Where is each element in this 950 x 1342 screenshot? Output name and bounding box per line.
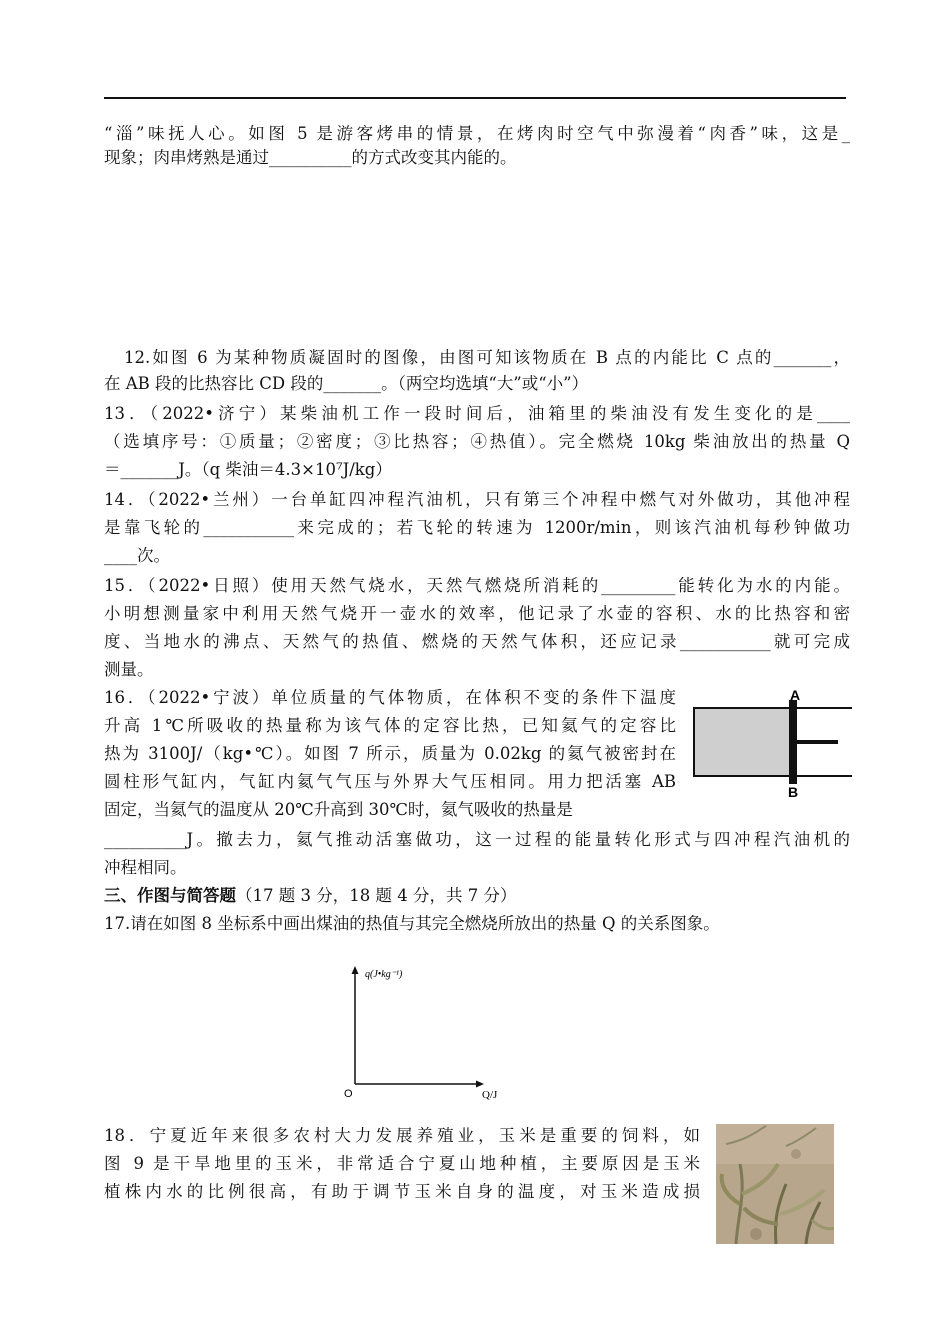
question-13-line: （选填序号：①质量；②密度；③比热容；④热值）。完全燃烧 10kg 柴油放出的热量 Q <box>104 432 850 451</box>
x-axis-arrow-icon <box>476 1081 484 1088</box>
question-16-line: 16．（2022•宁波）单位质量的气体物质，在体积不变的条件下温度 <box>104 688 676 707</box>
question-15-line: 度、当地水的沸点、天然气的热值、燃烧的天然气体积，还应记录___________就可完成 <box>104 632 850 651</box>
section-3-heading <box>104 886 850 906</box>
question-15-line: 测量。 <box>104 660 154 679</box>
label-a: A <box>790 687 801 703</box>
x-axis-label: Q/J <box>482 1089 498 1100</box>
question-16-line: 圆柱形气缸内，气缸内氦气气压与外界大气压相同。用力把活塞 AB <box>104 772 676 791</box>
section-3-note: （17 题 3 分，18 题 4 分，共 7 分） <box>236 886 517 905</box>
figure-7-cylinder <box>690 686 852 798</box>
label-b: B <box>788 784 799 798</box>
header-rule <box>104 97 846 99</box>
question-13-line: ＝_______J。（q 柴油＝4.3×10⁷J/kg） <box>104 460 392 479</box>
y-axis-label: q(J•kg⁻¹) <box>365 969 403 980</box>
question-16-line: 升高 1℃所吸收的热量称为该气体的定容比热，已知氦气的定容比 <box>104 716 676 735</box>
y-axis-arrow-icon <box>352 966 359 974</box>
gas-chamber <box>694 708 792 776</box>
question-15-line: 15．（2022•日照）使用天然气烧水，天然气燃烧所消耗的_________能转化为水的内能。 <box>104 576 850 595</box>
text-line: “淄”味抚人心。如图 5 是游客烤串的情景，在烤肉时空气中弥漫着“肉香”味，这是_ <box>104 124 850 143</box>
section-3-title: 三、作图与简答题 <box>104 886 236 905</box>
question-14-line: 是靠飞轮的___________来完成的；若飞轮的转速为 1200r/min，则该汽油机每秒钟做功 <box>104 518 850 537</box>
question-14-line: 14．（2022•兰州）一台单缸四冲程汽油机，只有第三个冲程中燃气对外做功，其他冲程 <box>104 490 850 509</box>
text-line: 现象；肉串烤熟是通过__________的方式改变其内能的。 <box>104 148 517 167</box>
question-16-line: 固定，当氦气的温度从 20℃升高到 30℃时，氦气吸收的热量是 <box>104 800 573 819</box>
question-13-line: 13．（2022•济宁）某柴油机工作一段时间后，油箱里的柴油没有发生变化的是____ <box>104 404 850 423</box>
question-16-line: 热为 3100J/（kg•℃）。如图 7 所示，质量为 0.02kg 的氦气被密封在 <box>104 744 676 763</box>
question-16-line: 冲程相同。 <box>104 858 187 877</box>
question-18-line: 植株内水的比例很高，有助于调节玉米自身的温度，对玉米造成损 <box>104 1182 700 1201</box>
figure-9-corn-photo <box>716 1124 834 1244</box>
question-15-line: 小明想测量家中利用天然气烧开一壶水的效率，他记录了水壶的容积、水的比热容和密 <box>104 604 850 623</box>
question-16-line: __________J。撤去力，氦气推动活塞做功，这一过程的能量转化形式与四冲程汽油机的 <box>104 830 850 849</box>
question-12-line: 12.如图 6 为某种物质凝固时的图像，由图可知该物质在 B 点的内能比 C 点的_______， <box>124 348 850 367</box>
question-12-line: 在 AB 段的比热容比 CD 段的_______。（两空均选填“大”或“小”） <box>104 374 589 393</box>
origin-label: O <box>344 1088 353 1100</box>
figure-8-axes <box>340 960 500 1100</box>
question-17-line: 17.请在如图 8 坐标系中画出煤油的热值与其完全燃烧所放出的热量 Q 的关系图象。 <box>104 914 720 933</box>
question-18-line: 图 9 是干旱地里的玉米，非常适合宁夏山地种植，主要原因是玉米 <box>104 1154 700 1173</box>
question-18-line: 18．宁夏近年来很多农村大力发展养殖业，玉米是重要的饲料，如 <box>104 1126 700 1145</box>
question-14-line: ____次。 <box>104 546 170 565</box>
piston <box>789 700 797 784</box>
